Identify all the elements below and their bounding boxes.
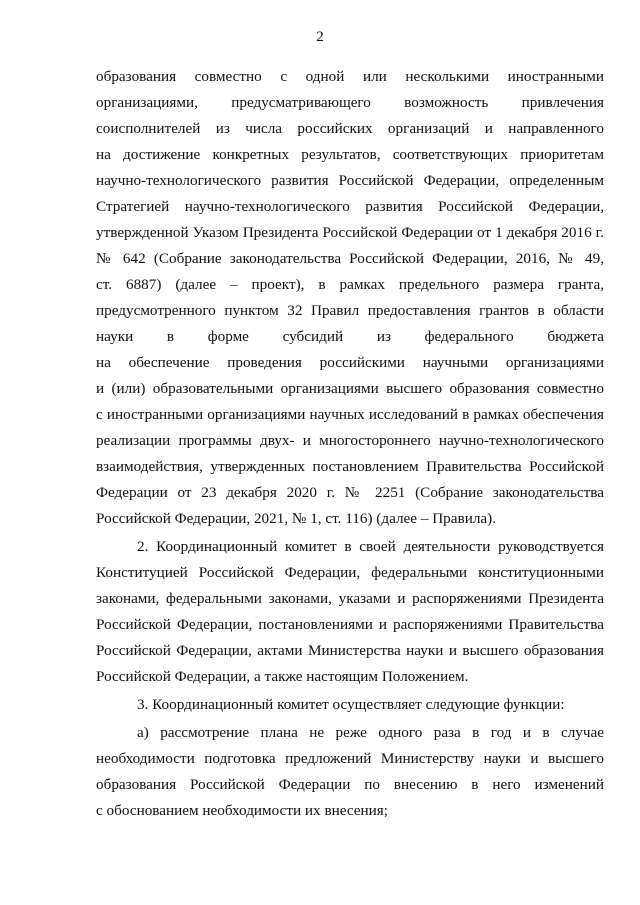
text-line: Российской Федерации, а также настоящим Положением. — [96, 668, 469, 685]
text-line: образования Российской Федерации по внесению в него изменений — [96, 776, 604, 793]
paragraph-2-first-line: 2. Координационный комитет в своей деятельности руководствуется — [137, 538, 604, 555]
text-line: науки в форме субсидий из федерального бюджета — [96, 328, 604, 345]
text-line: Конституцией Российской Федерации, федеральными конституционными — [96, 564, 604, 581]
text-line: утвержденной Указом Президента Российской Федерации от 1 декабря 2016 г. — [96, 224, 604, 241]
subparagraph-a-first-line: а) рассмотрение плана не реже одного раза в год и в случае — [137, 724, 604, 741]
text-line: и (или) образовательными организациями высшего образования совместно — [96, 380, 604, 397]
text-line: необходимости подготовка предложений Министерству науки и высшего — [96, 750, 604, 767]
text-line: с обоснованием необходимости их внесения; — [96, 802, 388, 819]
text-line: Российской Федерации, актами Министерства науки и высшего образования — [96, 642, 604, 659]
text-line: с иностранными организациями научных исследований в рамках обеспечения — [96, 406, 604, 423]
text-line: соисполнителей из числа российских организаций и направленного — [96, 120, 604, 137]
text-line: организациями, предусматривающего возможность привлечения — [96, 94, 604, 111]
text-line: на достижение конкретных результатов, соответствующих приоритетам — [96, 146, 604, 163]
text-line: ст. 6887) (далее – проект), в рамках предельного размера гранта, — [96, 276, 604, 293]
text-line: Российской Федерации, постановлениями и распоряжениями Правительства — [96, 616, 604, 633]
text-line: № 642 (Собрание законодательства Российской Федерации, 2016, № 49, — [96, 250, 604, 267]
text-line: законами, федеральными законами, указами и распоряжениями Президента — [96, 590, 604, 607]
paragraph-3-heading: 3. Координационный комитет осуществляет следующие функции: — [137, 696, 565, 713]
text-line: Федерации от 23 декабря 2020 г. № 2251 (Собрание законодательства — [96, 484, 604, 501]
text-line: научно-технологического развития Российской Федерации, определенным — [96, 172, 604, 189]
text-line: Российской Федерации, 2021, № 1, ст. 116) (далее – Правила). — [96, 510, 496, 527]
page-number: 2 — [316, 29, 324, 45]
text-line: реализации программы двух- и многостороннего научно-технологического — [96, 432, 604, 449]
text-line: на обеспечение проведения российскими научными организациями — [96, 354, 604, 371]
text-line: взаимодействия, утвержденных постановлением Правительства Российской — [96, 458, 604, 475]
text-line: образования совместно с одной или несколькими иностранными — [96, 68, 604, 85]
text-line: Стратегией научно-технологического развития Российской Федерации, — [96, 198, 604, 215]
text-line: предусмотренного пунктом 32 Правил предоставления грантов в области — [96, 302, 604, 319]
